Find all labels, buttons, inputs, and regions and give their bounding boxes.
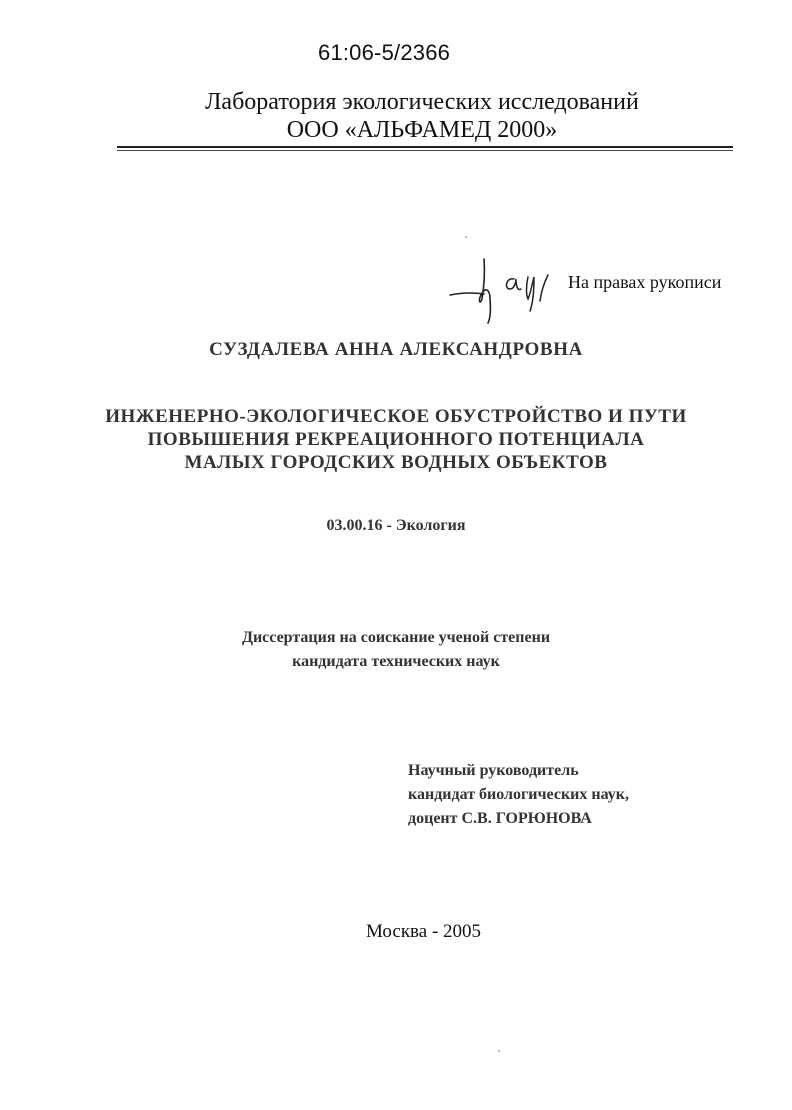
header-divider-thick xyxy=(117,146,733,148)
header-divider-thin xyxy=(117,150,733,151)
title-line: ПОВЫШЕНИЯ РЕКРЕАЦИОННОГО ПОТЕНЦИАЛА xyxy=(147,429,645,450)
company-name: ООО «АЛЬФАМЕД 2000» xyxy=(286,117,558,143)
city-year: Москва - 2005 xyxy=(366,921,482,942)
supervisor-line: кандидат биологических наук, xyxy=(408,786,629,803)
specialty-code: 03.00.16 - Экология xyxy=(326,517,466,534)
degree-line: кандидата технических наук xyxy=(292,653,500,670)
degree-line: Диссертация на соискание ученой степени xyxy=(241,629,551,646)
lab-name: Лаборатория экологических исследований xyxy=(205,89,639,115)
handwritten-signature xyxy=(448,255,558,325)
scan-speck xyxy=(465,236,467,238)
supervisor-line: доцент С.В. ГОРЮНОВА xyxy=(408,810,592,827)
supervisor-block xyxy=(408,759,629,831)
catalog-number: 61:06-5/2366 xyxy=(318,40,451,65)
title-line: ИНЖЕНЕРНО-ЭКОЛОГИЧЕСКОЕ ОБУСТРОЙСТВО И ПУТИ xyxy=(105,406,687,427)
degree-statement xyxy=(0,626,792,674)
dissertation-title xyxy=(0,405,792,474)
manuscript-rights-note: На правах рукописи xyxy=(568,272,722,292)
scan-speck xyxy=(498,1050,500,1052)
title-line: МАЛЫХ ГОРОДСКИХ ВОДНЫХ ОБЪЕКТОВ xyxy=(184,452,608,473)
supervisor-line: Научный руководитель xyxy=(408,762,579,779)
author-name: СУЗДАЛЕВА АННА АЛЕКСАНДРОВНА xyxy=(209,339,583,360)
